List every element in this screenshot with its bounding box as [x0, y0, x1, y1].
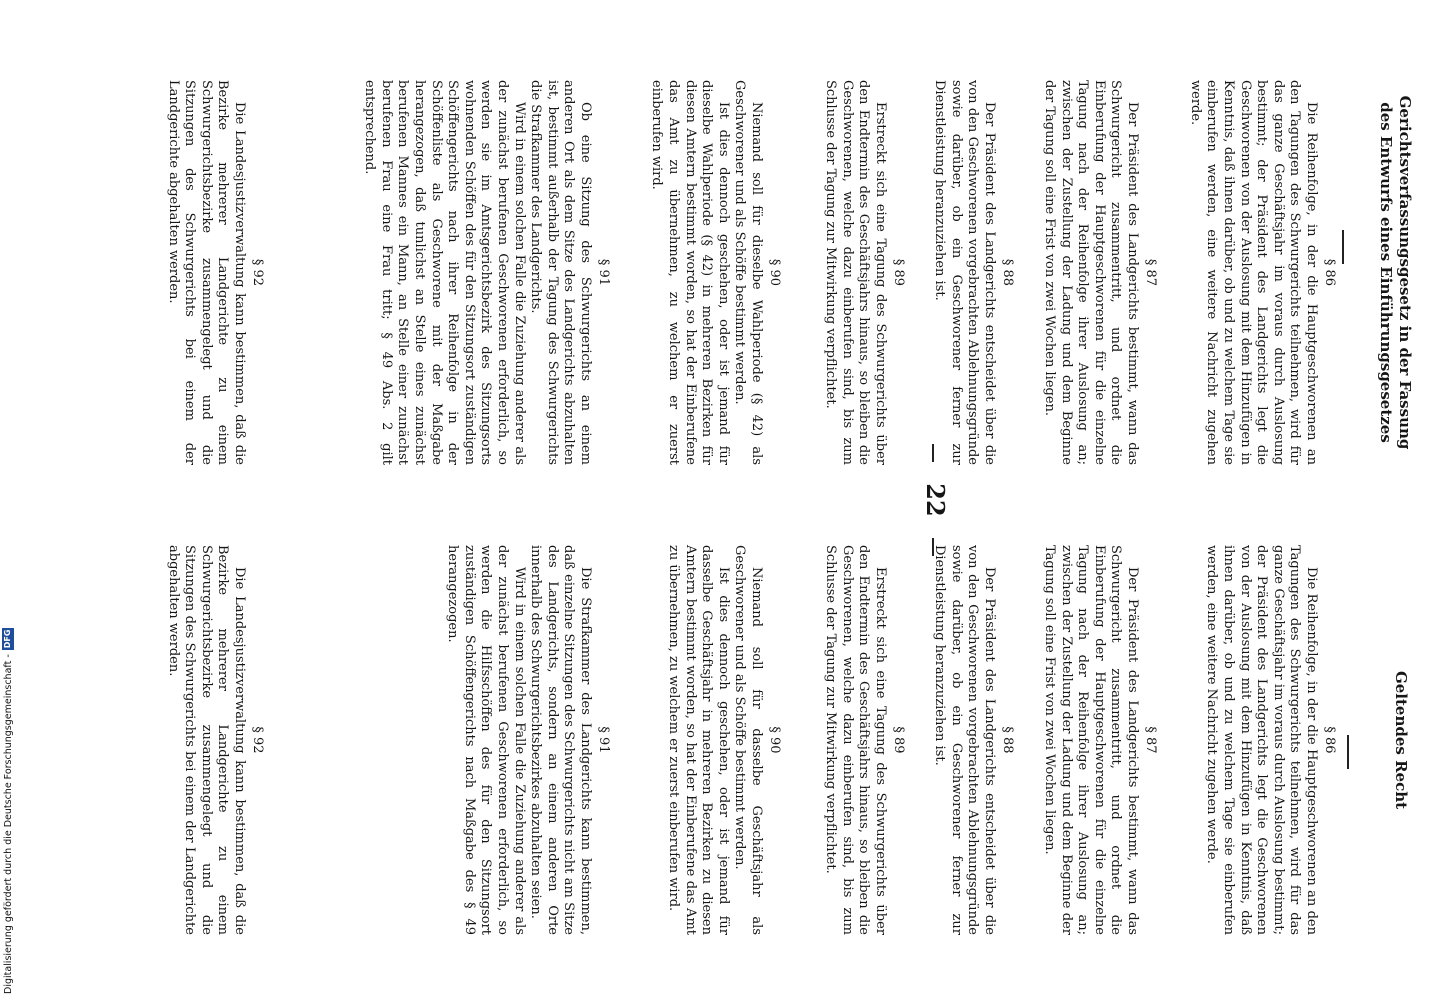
dfg-footer: [1, 554, 15, 994]
section-number: § 87: [1143, 258, 1158, 287]
section-90: [664, 545, 783, 935]
section-number: § 88: [1000, 258, 1015, 287]
heading-rule: [1347, 735, 1349, 769]
section-86: [1203, 545, 1338, 935]
section-87: [1040, 80, 1159, 465]
section-87: [1040, 545, 1159, 935]
section-paragraph: Der Präsident des Landgerichts entscheidet über die von den Geschworenen vorgebrachten Ablehnungsgründe sowie darüber, ob ein Geschworener ferner zur Dienstleistung heranzuziehen ist.: [932, 545, 997, 935]
section-89: [822, 80, 907, 465]
section-90: [648, 80, 783, 465]
section-paragraph: Die Strafkammer des Landgerichts kann bestimmen, daß einzelne Sitzungen des Schwurgerichts nicht am Sitze des Landgerichts, sondern an einem anderen Orte innerhalb des Schwurgerichtsbezirkes abzuhalten seien.: [528, 545, 593, 935]
section-88: [931, 80, 1016, 465]
dfg-logo: DFG: [3, 629, 12, 649]
section-number: § 89: [891, 258, 906, 287]
section-number: § 90: [767, 726, 782, 754]
section-paragraph: Niemand soll für dieselbe Wahlperiode (§ 42) als Geschworener und als Schöffe bestimmt werden.: [732, 80, 764, 465]
section-paragraph: Wird in einem solchen Falle die Zuziehung anderer als der zunächst berufenen Geschworenen erforderlich, so werden die Hilfsschöffen des für den Sitzungsort zuständigen Schöffengerichts nach Maßgabe des § 49 herangezogen.: [445, 545, 527, 935]
section-number: § 91: [596, 258, 611, 287]
section-paragraph: Wird in einem solchen Falle die Zuziehung anderer als der zunächst berufenen Geschworenen erforderlich, so werden sie im Amtsgerichtsbezirk des Sitzungsorts wohnenden Schöffen des für den Sitzungsort zuständigen Schöffengerichts nach ihrer Reihenfolge in der Schöffenliste als Geschworene mit der Maßgabe herangezogen, daß tunlichst an Stelle eines zunächst berufenen Mannes ein Mann, an Stelle einer zunächst berufenen Frau eine Frau tritt; § 49 Abs. 2 gilt entsprechend.: [362, 80, 527, 465]
section-paragraph: Ob eine Sitzung des Schwurgerichts an einem anderen Ort als dem Sitze des Landgerichts abzuhalten ist, bestimmt außerhalb der Tagung des Schwurgerichts die Strafkammer des Landgerichts.: [528, 80, 593, 465]
heading-rule: [1342, 230, 1344, 264]
section-number: § 87: [1143, 726, 1158, 754]
section-88: [931, 545, 1016, 935]
section-paragraph: Niemand soll für dasselbe Geschäftsjahr als Geschworener und als Schöffe bestimmt werden.: [732, 545, 764, 935]
section-number: § 90: [767, 258, 782, 287]
section-number: § 91: [596, 726, 611, 754]
section-number: § 92: [250, 726, 265, 754]
section-86: [1186, 80, 1338, 465]
section-paragraph: Die Landesjustizverwaltung kann bestimmen, daß die Bezirke mehrerer Landgerichte zu einem Schwurgerichtsbezirke zusammengelegt und die Sitzungen des Schwurgerichts bei einem der Landgerichte abgehalten werden.: [165, 545, 247, 935]
section-paragraph: Der Präsident des Landgerichts bestimmt, wann das Schwurgericht zusammentritt, und ordnet die Einberufung der Hauptgeschworenen für die einzelne Tagung nach der Reihenfolge ihrer Auslosung an; zwischen der Zustellung der Ladung und dem Beginne der Tagung soll eine Frist von zwei Wochen liegen.: [1042, 545, 1140, 935]
section-number: § 88: [1000, 726, 1015, 754]
section-number: § 86: [1322, 258, 1337, 287]
section-number: § 89: [891, 726, 906, 754]
footer-credit-text: Digitalisierung gefördert durch die Deutsche Forschungsgemeinschaft -: [2, 654, 14, 994]
section-89: [822, 545, 907, 935]
section-paragraph: Der Präsident des Landgerichts entscheidet über die von den Geschworenen vorgebrachten Ablehnungsgründe sowie darüber, ob ein Geschworener ferner zur Dienstleistung heranzuziehen ist.: [932, 80, 997, 465]
section-paragraph: Die Reihenfolge, in der die Hauptgeschworenen an den Tagungen des Schwurgerichts teilnehmen, wird für das ganze Geschäftsjahr im voraus durch Auslosung bestimmt; der Präsident des Landgerichts legt die Geschworenen von der Auslosung mit dem Hinzufügen in Kenntnis, daß ihnen darüber, ob und zu welchem Tage sie einberufen werden, eine weitere Nachricht zugehen werde.: [1187, 80, 1319, 465]
section-paragraph: Ist dies dennoch geschehen, oder ist jemand für dasselbe Geschäftsjahr in mehreren Bezirken zu diesen Amtern bestimmt worden, so hat der Einberufene das Amt zu übernehmen, zu welchem er zuerst einberufen wird.: [666, 545, 731, 935]
section-number: § 92: [250, 258, 265, 287]
section-91: [444, 545, 612, 935]
section-paragraph: Erstreckt sich eine Tagung des Schwurgerichts über den Endtermin des Geschäftsjahrs hinaus, so bleiben die Geschworenen, welche dazu einberufen sind, bis zum Schlusse der Tagung zur Mitwirkung verpflichtet.: [823, 545, 888, 935]
section-paragraph: Der Präsident des Landgerichts bestimmt, wann das Schwurgericht zusammentritt, und ordnet die Einberufung der Hauptgeschworenen für die einzelne Tagung nach der Reihenfolge ihrer Auslosung an; zwischen der Zustellung der Ladung und dem Beginne der Tagung soll eine Frist von zwei Wochen liegen.: [1042, 80, 1140, 465]
section-number: § 86: [1322, 726, 1337, 754]
section-paragraph: Die Reihenfolge, in der die Hauptgeschworenen an den Tagungen des Schwurgerichts teilnehmen, wird für das ganze Geschäftsjahr im voraus durch Auslosung bestimmt; der Präsident des Landgerichts legt die Geschworenen von der Auslosung mit dem Hinzufügen in Kenntnis, daß ihnen darüber, ob und zu welchem Tage sie einberufen werden, eine weitere Nachricht zugehen werde.: [1204, 545, 1319, 935]
page-number: 22: [921, 483, 950, 517]
section-92: [164, 545, 266, 935]
right-column-heading: Geltendes Recht: [1392, 670, 1410, 810]
section-92: [164, 80, 266, 465]
section-paragraph: Ist dies dennoch geschehen, oder ist jemand für dieselbe Wahlperiode (§ 42) in mehreren Bezirken für diesen Amtern bestimmt worden, so hat der Einberufene das Amt zu übernehmen, zu welchem er zuerst einberufen wird.: [649, 80, 731, 465]
section-paragraph: Die Landesjustizverwaltung kann bestimmen, daß die Bezirke mehrerer Landgerichte zu einem Schwurgerichtsbezirke zusammengelegt und die Sitzungen des Schwurgerichts bei einem der Landgerichte abgehalten werden.: [165, 80, 247, 465]
section-91: [361, 80, 612, 465]
section-paragraph: Erstreckt sich eine Tagung des Schwurgerichts über den Endtermin des Geschäftsjahrs hinaus, so bleiben die Geschworenen, welche dazu einberufen sind, bis zum Schlusse der Tagung zur Mitwirkung verpflichtet.: [823, 80, 888, 465]
left-column-heading: Gerichtsverfassungsgesetz in der Fassung des Entwurfs eines Einführungsgesetzes: [1377, 95, 1414, 450]
